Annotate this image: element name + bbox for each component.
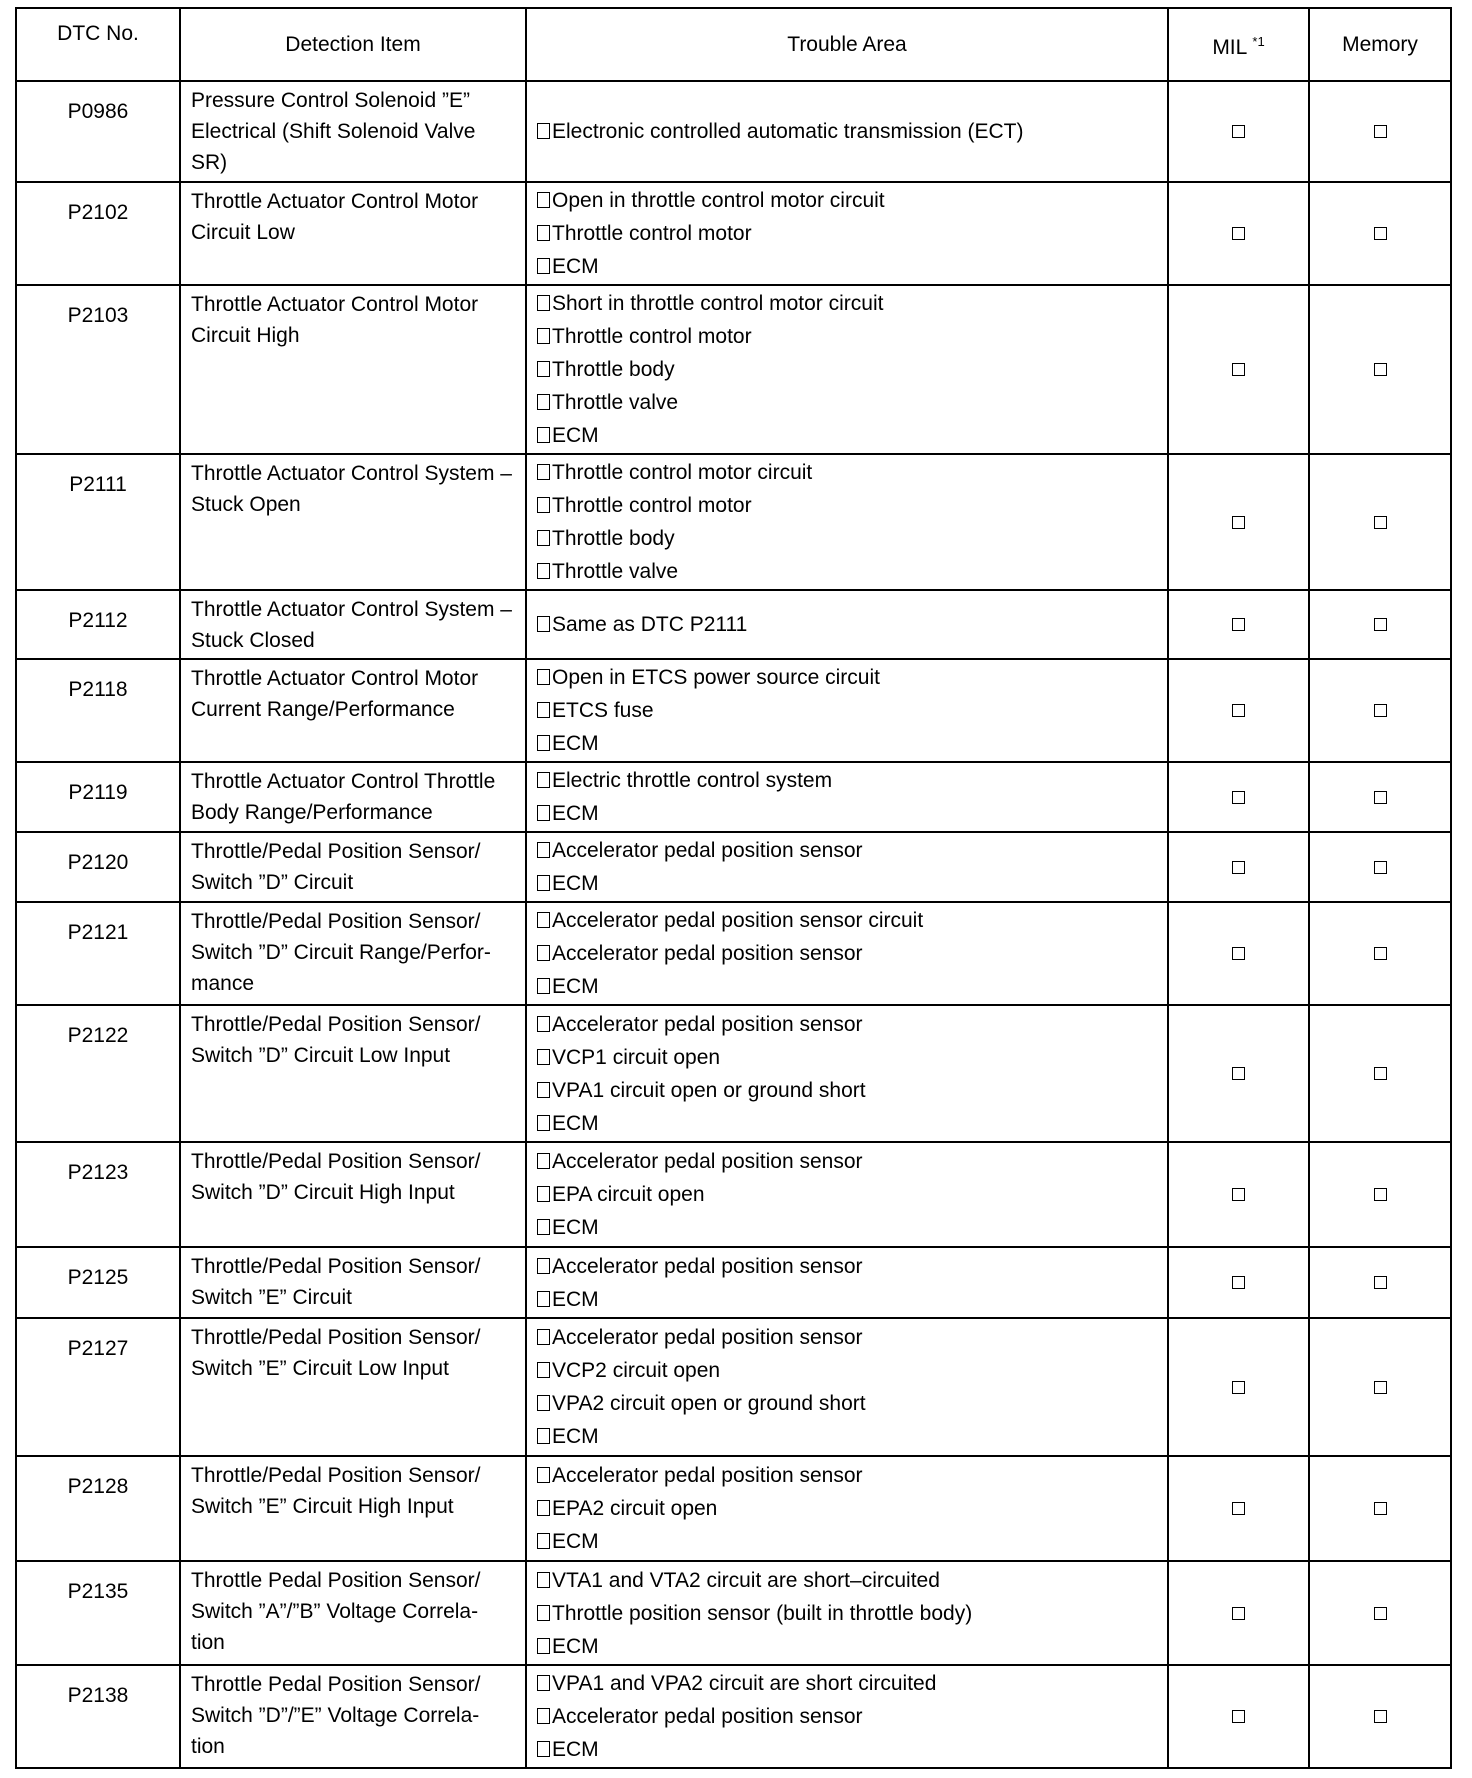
memory-box-icon xyxy=(1374,1502,1387,1515)
trouble-area-line xyxy=(537,1420,1157,1453)
header-detection-item: Detection Item xyxy=(180,8,526,81)
table-row xyxy=(16,1456,1451,1561)
bullet-box-icon xyxy=(537,464,550,480)
dtc-code: P2127 xyxy=(16,1318,180,1456)
table-row xyxy=(16,182,1451,285)
table-row xyxy=(16,590,1451,659)
trouble-area-line xyxy=(537,287,1157,320)
trouble-area-text: ECM xyxy=(552,872,599,895)
bullet-box-icon xyxy=(537,1741,550,1757)
trouble-area xyxy=(526,832,1168,902)
trouble-area xyxy=(526,285,1168,454)
trouble-area-text: Accelerator pedal position sensor xyxy=(552,1012,863,1036)
detection-item: Throttle/Pedal Position Sensor/ Switch ”E” Circuit xyxy=(180,1247,526,1318)
mil-cell xyxy=(1168,81,1309,182)
trouble-area-line xyxy=(537,1321,1157,1354)
dtc-code: P2128 xyxy=(16,1456,180,1561)
bullet-box-icon xyxy=(537,735,550,751)
trouble-area-text: Throttle body xyxy=(552,527,675,550)
mil-box-icon xyxy=(1232,1381,1245,1394)
memory-cell xyxy=(1309,1005,1451,1142)
bullet-box-icon xyxy=(537,912,550,928)
trouble-area-line xyxy=(537,489,1157,522)
memory-box-icon xyxy=(1374,947,1387,960)
bullet-box-icon xyxy=(537,1082,550,1098)
bullet-box-icon xyxy=(537,805,550,821)
bullet-box-icon xyxy=(537,669,550,685)
detection-item: Throttle/Pedal Position Sensor/ Switch ”E” Circuit High Input xyxy=(180,1456,526,1561)
trouble-area-line xyxy=(537,1667,1157,1700)
trouble-area xyxy=(526,1318,1168,1456)
table-row xyxy=(16,902,1451,1005)
trouble-area-text: Open in ETCS power source circuit xyxy=(552,666,880,689)
trouble-area-text: ETCS fuse xyxy=(552,699,654,722)
trouble-area-text: ECM xyxy=(552,1425,599,1448)
detection-item: Pressure Control Solenoid ”E” Electrical (Shift Solenoid Valve SR) xyxy=(180,81,526,182)
trouble-area-text: Throttle control motor xyxy=(552,325,752,348)
bullet-box-icon xyxy=(537,563,550,579)
trouble-area-text: ECM xyxy=(552,975,599,998)
memory-box-icon xyxy=(1374,861,1387,874)
bullet-box-icon xyxy=(537,1395,550,1411)
trouble-area-text: ECM xyxy=(552,1216,599,1239)
bullet-box-icon xyxy=(537,328,550,344)
trouble-area-text: ECM xyxy=(552,424,599,447)
detection-item: Throttle/Pedal Position Sensor/ Switch ”D” Circuit Range/Perfor- mance xyxy=(180,902,526,1005)
trouble-area-text: Short in throttle control motor circuit xyxy=(552,292,884,315)
trouble-area-text: ECM xyxy=(552,1634,599,1658)
trouble-area-text: Throttle valve xyxy=(552,560,679,583)
dtc-code: P2119 xyxy=(16,762,180,832)
mil-box-icon xyxy=(1232,947,1245,960)
detection-item: Throttle/Pedal Position Sensor/ Switch ”D” Circuit Low Input xyxy=(180,1005,526,1142)
bullet-box-icon xyxy=(537,427,550,443)
trouble-area-text: Throttle control motor xyxy=(552,494,752,517)
dtc-code: P2123 xyxy=(16,1142,180,1247)
trouble-area-line xyxy=(537,1492,1157,1525)
table-row xyxy=(16,1247,1451,1318)
memory-box-icon xyxy=(1374,618,1387,631)
mil-box-icon xyxy=(1232,618,1245,631)
mil-box-icon xyxy=(1232,125,1245,138)
dtc-code: P2125 xyxy=(16,1247,180,1318)
detection-item: Throttle/Pedal Position Sensor/ Switch ”D” Circuit xyxy=(180,832,526,902)
mil-cell xyxy=(1168,285,1309,454)
trouble-area xyxy=(526,182,1168,285)
dtc-code: P0986 xyxy=(16,81,180,182)
dtc-table xyxy=(15,7,1452,1769)
bullet-box-icon xyxy=(537,1467,550,1483)
trouble-area-text: Accelerator pedal position sensor xyxy=(552,1254,863,1278)
trouble-area-line xyxy=(537,1107,1157,1140)
trouble-area-line xyxy=(537,1700,1157,1733)
table-row xyxy=(16,1665,1451,1768)
bullet-box-icon xyxy=(537,1428,550,1444)
trouble-area-line xyxy=(537,1145,1157,1178)
bullet-box-icon xyxy=(537,1016,550,1032)
bullet-box-icon xyxy=(537,702,550,718)
trouble-area-line xyxy=(537,555,1157,588)
dtc-code: P2138 xyxy=(16,1665,180,1768)
trouble-area xyxy=(526,1456,1168,1561)
mil-cell xyxy=(1168,1142,1309,1247)
trouble-area-line xyxy=(537,727,1157,760)
dtc-code: P2102 xyxy=(16,182,180,285)
table-row xyxy=(16,762,1451,832)
memory-box-icon xyxy=(1374,1710,1387,1723)
trouble-area-text: Throttle valve xyxy=(552,391,679,414)
trouble-area-text: VCP1 circuit open xyxy=(552,1045,721,1069)
bullet-box-icon xyxy=(537,497,550,513)
trouble-area-text: VPA2 circuit open or ground short xyxy=(552,1392,866,1415)
trouble-area xyxy=(526,590,1168,659)
mil-box-icon xyxy=(1232,363,1245,376)
bullet-box-icon xyxy=(537,1153,550,1169)
trouble-area-line xyxy=(537,797,1157,830)
trouble-area-text: ECM xyxy=(552,1738,599,1761)
detection-item: Throttle Actuator Control Motor Circuit High xyxy=(180,285,526,454)
memory-box-icon xyxy=(1374,516,1387,529)
trouble-area-line xyxy=(537,1387,1157,1420)
mil-box-icon xyxy=(1232,1067,1245,1080)
bullet-box-icon xyxy=(537,258,550,274)
header-trouble-area: Trouble Area xyxy=(526,8,1168,81)
trouble-area-line xyxy=(537,1597,1157,1630)
mil-cell xyxy=(1168,590,1309,659)
dtc-code: P2121 xyxy=(16,902,180,1005)
memory-box-icon xyxy=(1374,125,1387,138)
header-memory: Memory xyxy=(1309,8,1451,81)
trouble-area-text: EPA circuit open xyxy=(552,1183,705,1206)
bullet-box-icon xyxy=(537,1638,550,1654)
trouble-area xyxy=(526,1665,1168,1768)
mil-cell xyxy=(1168,1318,1309,1456)
table-row xyxy=(16,832,1451,902)
header-dtc-no: DTC No. xyxy=(16,8,180,81)
mil-box-icon xyxy=(1232,791,1245,804)
memory-box-icon xyxy=(1374,1276,1387,1289)
trouble-area-line xyxy=(537,353,1157,386)
trouble-area-text: Accelerator pedal position sensor xyxy=(552,1326,863,1349)
trouble-area-line xyxy=(537,937,1157,970)
mil-box-icon xyxy=(1232,227,1245,240)
trouble-area-text: Accelerator pedal position sensor xyxy=(552,1150,863,1173)
trouble-area-text: Throttle body xyxy=(552,358,675,381)
mil-cell xyxy=(1168,902,1309,1005)
header-mil-label: MIL xyxy=(1212,36,1247,59)
table-row xyxy=(16,659,1451,762)
bullet-box-icon xyxy=(537,978,550,994)
trouble-area-line xyxy=(537,419,1157,452)
bullet-box-icon xyxy=(537,1362,550,1378)
trouble-area-text: Open in throttle control motor circuit xyxy=(552,189,885,212)
bullet-box-icon xyxy=(537,1115,550,1131)
trouble-area-line xyxy=(537,1178,1157,1211)
mil-box-icon xyxy=(1232,861,1245,874)
table-row xyxy=(16,285,1451,454)
mil-cell xyxy=(1168,1247,1309,1318)
bullet-box-icon xyxy=(537,1291,550,1307)
trouble-area xyxy=(526,1247,1168,1318)
trouble-area-line xyxy=(537,386,1157,419)
detection-item: Throttle Actuator Control System – Stuck Closed xyxy=(180,590,526,659)
trouble-area-line xyxy=(537,522,1157,555)
trouble-area-text: VPA1 and VPA2 circuit are short circuited xyxy=(552,1672,937,1695)
memory-cell xyxy=(1309,454,1451,590)
mil-box-icon xyxy=(1232,1188,1245,1201)
memory-box-icon xyxy=(1374,1067,1387,1080)
trouble-area-line xyxy=(537,217,1157,250)
trouble-area-line xyxy=(537,970,1157,1003)
trouble-area-line xyxy=(537,1459,1157,1492)
mil-cell xyxy=(1168,454,1309,590)
trouble-area-line xyxy=(537,608,1157,641)
bullet-box-icon xyxy=(537,1500,550,1516)
trouble-area-text: VTA1 and VTA2 circuit are short–circuited xyxy=(552,1568,940,1592)
dtc-code: P2103 xyxy=(16,285,180,454)
mil-box-icon xyxy=(1232,1502,1245,1515)
bullet-box-icon xyxy=(537,394,550,410)
bullet-box-icon xyxy=(537,1572,550,1588)
mil-cell xyxy=(1168,832,1309,902)
detection-item: Throttle Actuator Control Throttle Body Range/Performance xyxy=(180,762,526,832)
dtc-code: P2112 xyxy=(16,590,180,659)
mil-cell xyxy=(1168,1665,1309,1768)
mil-cell xyxy=(1168,1005,1309,1142)
bullet-box-icon xyxy=(537,192,550,208)
trouble-area-text: Electric throttle control system xyxy=(552,769,833,792)
trouble-area-line xyxy=(537,184,1157,217)
bullet-box-icon xyxy=(537,361,550,377)
trouble-area xyxy=(526,1561,1168,1665)
bullet-box-icon xyxy=(537,1708,550,1724)
trouble-area-line xyxy=(537,250,1157,283)
mil-cell xyxy=(1168,182,1309,285)
trouble-area-line xyxy=(537,456,1157,489)
detection-item: Throttle/Pedal Position Sensor/ Switch ”D” Circuit High Input xyxy=(180,1142,526,1247)
trouble-area xyxy=(526,1005,1168,1142)
dtc-code: P2135 xyxy=(16,1561,180,1665)
bullet-box-icon xyxy=(537,1258,550,1274)
dtc-code: P2120 xyxy=(16,832,180,902)
detection-item: Throttle Pedal Position Sensor/ Switch ”D”/”E” Voltage Correla- tion xyxy=(180,1665,526,1768)
trouble-area-line xyxy=(537,1564,1157,1597)
bullet-box-icon xyxy=(537,295,550,311)
bullet-box-icon xyxy=(537,1219,550,1235)
memory-box-icon xyxy=(1374,1607,1387,1620)
memory-cell xyxy=(1309,659,1451,762)
mil-cell xyxy=(1168,659,1309,762)
trouble-area-line xyxy=(537,1733,1157,1766)
trouble-area-text: Throttle position sensor (built in throttle body) xyxy=(552,1601,973,1625)
trouble-area-line xyxy=(537,694,1157,727)
trouble-area-text: Accelerator pedal position sensor circuit xyxy=(552,909,924,932)
bullet-box-icon xyxy=(537,616,550,632)
trouble-area-text: ECM xyxy=(552,1287,599,1311)
table-row xyxy=(16,1005,1451,1142)
memory-box-icon xyxy=(1374,704,1387,717)
trouble-area-text: Accelerator pedal position sensor xyxy=(552,1464,863,1487)
bullet-box-icon xyxy=(537,225,550,241)
memory-box-icon xyxy=(1374,363,1387,376)
trouble-area xyxy=(526,454,1168,590)
mil-box-icon xyxy=(1232,516,1245,529)
trouble-area-text: Accelerator pedal position sensor xyxy=(552,839,863,862)
memory-cell xyxy=(1309,1247,1451,1318)
detection-item: Throttle Actuator Control Motor Circuit Low xyxy=(180,182,526,285)
memory-cell xyxy=(1309,285,1451,454)
trouble-area-line xyxy=(537,1354,1157,1387)
dtc-code: P2122 xyxy=(16,1005,180,1142)
bullet-box-icon xyxy=(537,1675,550,1691)
trouble-area xyxy=(526,902,1168,1005)
trouble-area-line xyxy=(537,320,1157,353)
bullet-box-icon xyxy=(537,875,550,891)
trouble-area-text: ECM xyxy=(552,802,599,825)
table-row xyxy=(16,454,1451,590)
trouble-area xyxy=(526,1142,1168,1247)
bullet-box-icon xyxy=(537,530,550,546)
trouble-area xyxy=(526,762,1168,832)
table-row xyxy=(16,1142,1451,1247)
detection-item: Throttle Actuator Control System – Stuck Open xyxy=(180,454,526,590)
table-row xyxy=(16,1561,1451,1665)
table-row xyxy=(16,81,1451,182)
bullet-box-icon xyxy=(537,1186,550,1202)
mil-box-icon xyxy=(1232,1710,1245,1723)
trouble-area xyxy=(526,659,1168,762)
trouble-area-text: Throttle control motor xyxy=(552,222,752,245)
trouble-area-line xyxy=(537,1041,1157,1074)
trouble-area-text: ECM xyxy=(552,1111,599,1135)
dtc-code: P2111 xyxy=(16,454,180,590)
bullet-box-icon xyxy=(537,1329,550,1345)
trouble-area-text: Accelerator pedal position sensor xyxy=(552,942,863,965)
header-row xyxy=(16,8,1451,81)
trouble-area-text: ECM xyxy=(552,255,599,278)
memory-cell xyxy=(1309,1318,1451,1456)
trouble-area-text: EPA2 circuit open xyxy=(552,1497,718,1520)
mil-box-icon xyxy=(1232,704,1245,717)
bullet-box-icon xyxy=(537,123,550,139)
trouble-area-text: Accelerator pedal position sensor xyxy=(552,1705,863,1728)
trouble-area-text: ECM xyxy=(552,732,599,755)
trouble-area-text: VPA1 circuit open or ground short xyxy=(552,1078,866,1102)
memory-box-icon xyxy=(1374,791,1387,804)
mil-cell xyxy=(1168,1561,1309,1665)
trouble-area-text: ECM xyxy=(552,1530,599,1553)
mil-box-icon xyxy=(1232,1607,1245,1620)
memory-cell xyxy=(1309,1456,1451,1561)
memory-cell xyxy=(1309,832,1451,902)
detection-item: Throttle/Pedal Position Sensor/ Switch ”E” Circuit Low Input xyxy=(180,1318,526,1456)
table-row xyxy=(16,1318,1451,1456)
trouble-area-line xyxy=(537,834,1157,867)
bullet-box-icon xyxy=(537,945,550,961)
memory-cell xyxy=(1309,1142,1451,1247)
trouble-area-line xyxy=(537,1211,1157,1244)
trouble-area-text: Electronic controlled automatic transmission (ECT) xyxy=(552,120,1024,143)
memory-cell xyxy=(1309,1665,1451,1768)
trouble-area-line xyxy=(537,1283,1157,1316)
bullet-box-icon xyxy=(537,1533,550,1549)
trouble-area-line xyxy=(537,764,1157,797)
trouble-area-line xyxy=(537,1525,1157,1558)
trouble-area-text: Same as DTC P2111 xyxy=(552,613,748,636)
memory-cell xyxy=(1309,902,1451,1005)
detection-item: Throttle Actuator Control Motor Current Range/Performance xyxy=(180,659,526,762)
bullet-box-icon xyxy=(537,842,550,858)
memory-box-icon xyxy=(1374,1381,1387,1394)
trouble-area-line xyxy=(537,1008,1157,1041)
trouble-area xyxy=(526,81,1168,182)
mil-box-icon xyxy=(1232,1276,1245,1289)
detection-item: Throttle Pedal Position Sensor/ Switch ”A”/”B” Voltage Correla- tion xyxy=(180,1561,526,1665)
header-mil xyxy=(1168,8,1309,81)
memory-cell xyxy=(1309,182,1451,285)
memory-box-icon xyxy=(1374,1188,1387,1201)
mil-cell xyxy=(1168,1456,1309,1561)
trouble-area-line xyxy=(537,115,1157,148)
trouble-area-text: VCP2 circuit open xyxy=(552,1359,721,1382)
memory-cell xyxy=(1309,590,1451,659)
memory-cell xyxy=(1309,762,1451,832)
bullet-box-icon xyxy=(537,1049,550,1065)
trouble-area-line xyxy=(537,867,1157,900)
memory-cell xyxy=(1309,1561,1451,1665)
bullet-box-icon xyxy=(537,772,550,788)
trouble-area-line xyxy=(537,1630,1157,1663)
memory-cell xyxy=(1309,81,1451,182)
memory-box-icon xyxy=(1374,227,1387,240)
mil-cell xyxy=(1168,762,1309,832)
trouble-area-line xyxy=(537,1074,1157,1107)
header-mil-note: *1 xyxy=(1252,34,1265,49)
trouble-area-line xyxy=(537,661,1157,694)
dtc-code: P2118 xyxy=(16,659,180,762)
trouble-area-text: Throttle control motor circuit xyxy=(552,461,813,484)
table-body xyxy=(16,81,1451,1768)
bullet-box-icon xyxy=(537,1605,550,1621)
trouble-area-line xyxy=(537,1250,1157,1283)
trouble-area-line xyxy=(537,904,1157,937)
